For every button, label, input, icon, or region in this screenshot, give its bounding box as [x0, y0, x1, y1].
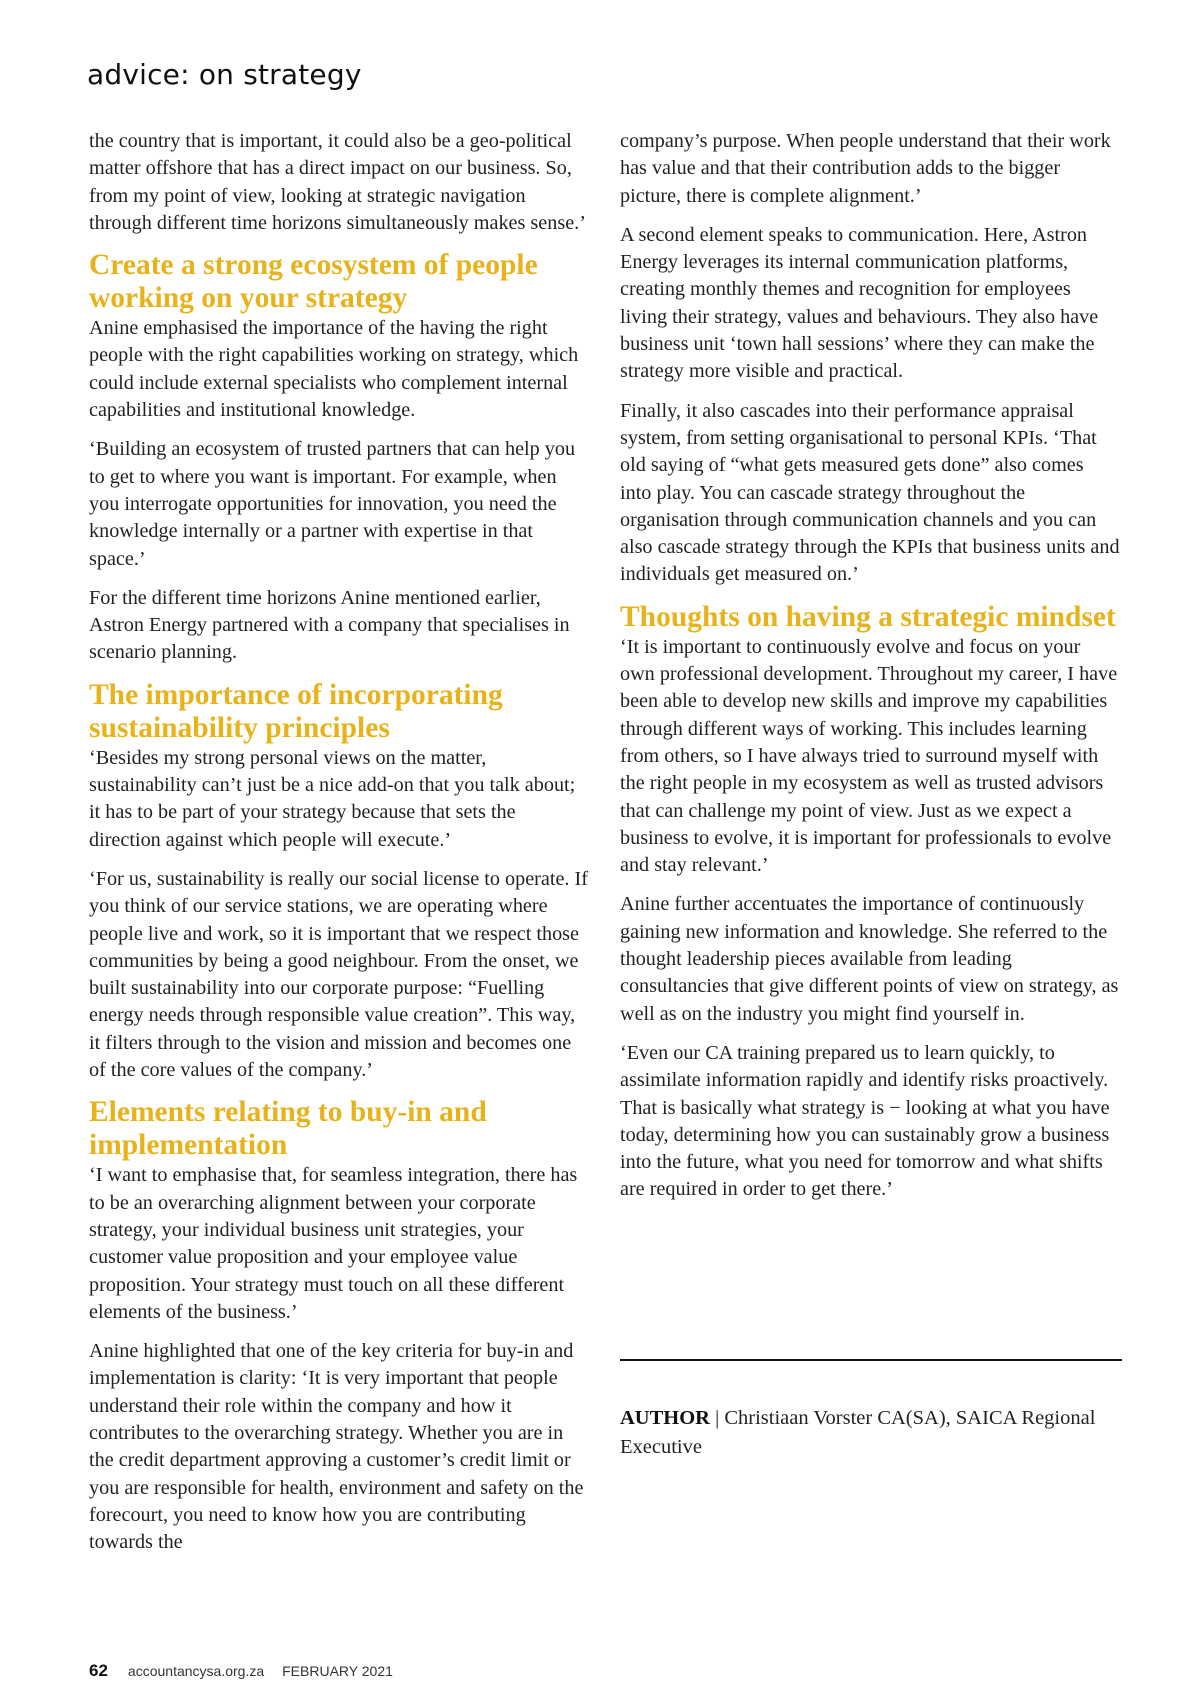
author-label: AUTHOR	[620, 1407, 710, 1429]
paragraph: A second element speaks to communication. Here, Astron Energy leverages its internal communication platforms, creating monthly themes and recognition for employees living their strategy, values and behaviours. They also have business unit ‘town hall sessions’ where they can make the strategy more visible and practical.	[620, 223, 1099, 383]
paragraph: Anine highlighted that one of the key criteria for buy-in and implementation is clarity: ‘It is very important that people understand their role within the company and how it contributes to the overarching strategy. Whether you are in the credit department approving a customer’s credit limit or you are responsible for health, environment and safety on the forecourt, you need to know how you are contributing towards the	[89, 1340, 584, 1554]
subheading-ecosystem: Create a strong ecosystem of people working on your strategy	[89, 249, 538, 315]
paragraph: For the different time horizons Anine mentioned earlier, Astron Energy partnered with a company that specialises in scenario planning.	[89, 586, 570, 664]
author-divider	[620, 1359, 1122, 1361]
paragraph: the country that is important, it could also be a geo-political matter offshore that has a direct impact on our business. So, from my point of view, looking at strategic navigation through different time horizons simultaneously makes sense.’	[89, 130, 586, 234]
paragraph: Finally, it also cascades into their performance appraisal system, from setting organisational to personal KPIs. ‘That old saying of “what gets measured gets done” also comes into play. You can cascade strategy throughout the organisation through communication channels and you can also cascade strategy through the KPIs that business units and individuals get measured on.’	[620, 399, 1120, 586]
subheading-buy-in: Elements relating to buy-in and implementation	[89, 1096, 487, 1162]
paragraph: ‘Besides my strong personal views on the matter, sustainability can’t just be a nice add-on that you talk about; it has to be part of your strategy because that sets the direction against which people will execute.’	[89, 746, 576, 851]
paragraph: ‘I want to emphasise that, for seamless integration, there has to be an overarching alignment between your corporate strategy, your individual business unit strategies, your customer value proposition and your employee value proposition. Your strategy must touch on all these different elements of the business.’	[89, 1164, 578, 1323]
paragraph: ‘Building an ecosystem of trusted partners that can help you to get to where you want is important. For example, when you interrogate opportunities for innovation, you need the knowledge internally or a partner with expertise in that space.’	[89, 438, 576, 570]
subheading-sustainability: The importance of incorporating sustainability principles	[89, 678, 503, 744]
paragraph: ‘It is important to continuously evolve and focus on your own professional development. Throughout my career, I have been able to develop new skills and improve my capabilities through different ways of working. This includes learning from others, so I have always tried to surround myself with the right people in my ecosystem as well as trusted advisors that can challenge my point of view. Just as we expect a business to evolve, it is important for professionals to evolve and stay relevant.’	[620, 635, 1118, 877]
paragraph: ‘For us, sustainability is really our social license to operate. If you think of our service stations, we are operating where people live and work, so it is important that we respect those communities by being a good neighbour. From the onset, we built sustainability into our corporate purpose: “Fuelling energy needs through responsible value creation”. This way, it filters through to the vision and mission and becomes one of the core values of the company.’	[89, 867, 588, 1082]
paragraph: Anine emphasised the importance of the having the right people with the right capabilities working on strategy, which could include external specialists who complement internal capabilities and institutional knowledge.	[89, 317, 579, 422]
issue-date: FEBRUARY 2021	[282, 1663, 393, 1679]
paragraph: ‘Even our CA training prepared us to learn quickly, to assimilate information rapidly and identify risks proactively. That is basically what strategy is − looking at what you have today, determining how you can sustainably grow a business into the future, what you need for tomorrow and what shifts are required in order to get there.’	[620, 1041, 1110, 1201]
website-link[interactable]: accountancysa.org.za	[127, 1663, 265, 1679]
author-separator: |	[709, 1407, 725, 1429]
author-text: Christiaan Vorster CA(SA), SAICA Regional Executive	[620, 1407, 1096, 1458]
subheading-strategic-mindset: Thoughts on having a strategic mindset	[620, 600, 1116, 633]
author-credit	[620, 1404, 1120, 1462]
right-column	[620, 128, 1120, 1216]
paragraph: company’s purpose. When people understand that their work has value and that their contribution adds to the bigger picture, there is complete alignment.’	[620, 130, 1111, 207]
section-label: advice: on strategy	[87, 58, 362, 91]
page-number: 62	[89, 1661, 108, 1680]
paragraph: Anine further accentuates the importance of continuously gaining new information and knowledge. She referred to the thought leadership pieces available from leading consultancies that give different points of view on strategy, as well as on the industry you might find yourself in.	[620, 893, 1119, 1025]
page-footer	[89, 1661, 393, 1681]
left-column	[89, 128, 589, 1568]
